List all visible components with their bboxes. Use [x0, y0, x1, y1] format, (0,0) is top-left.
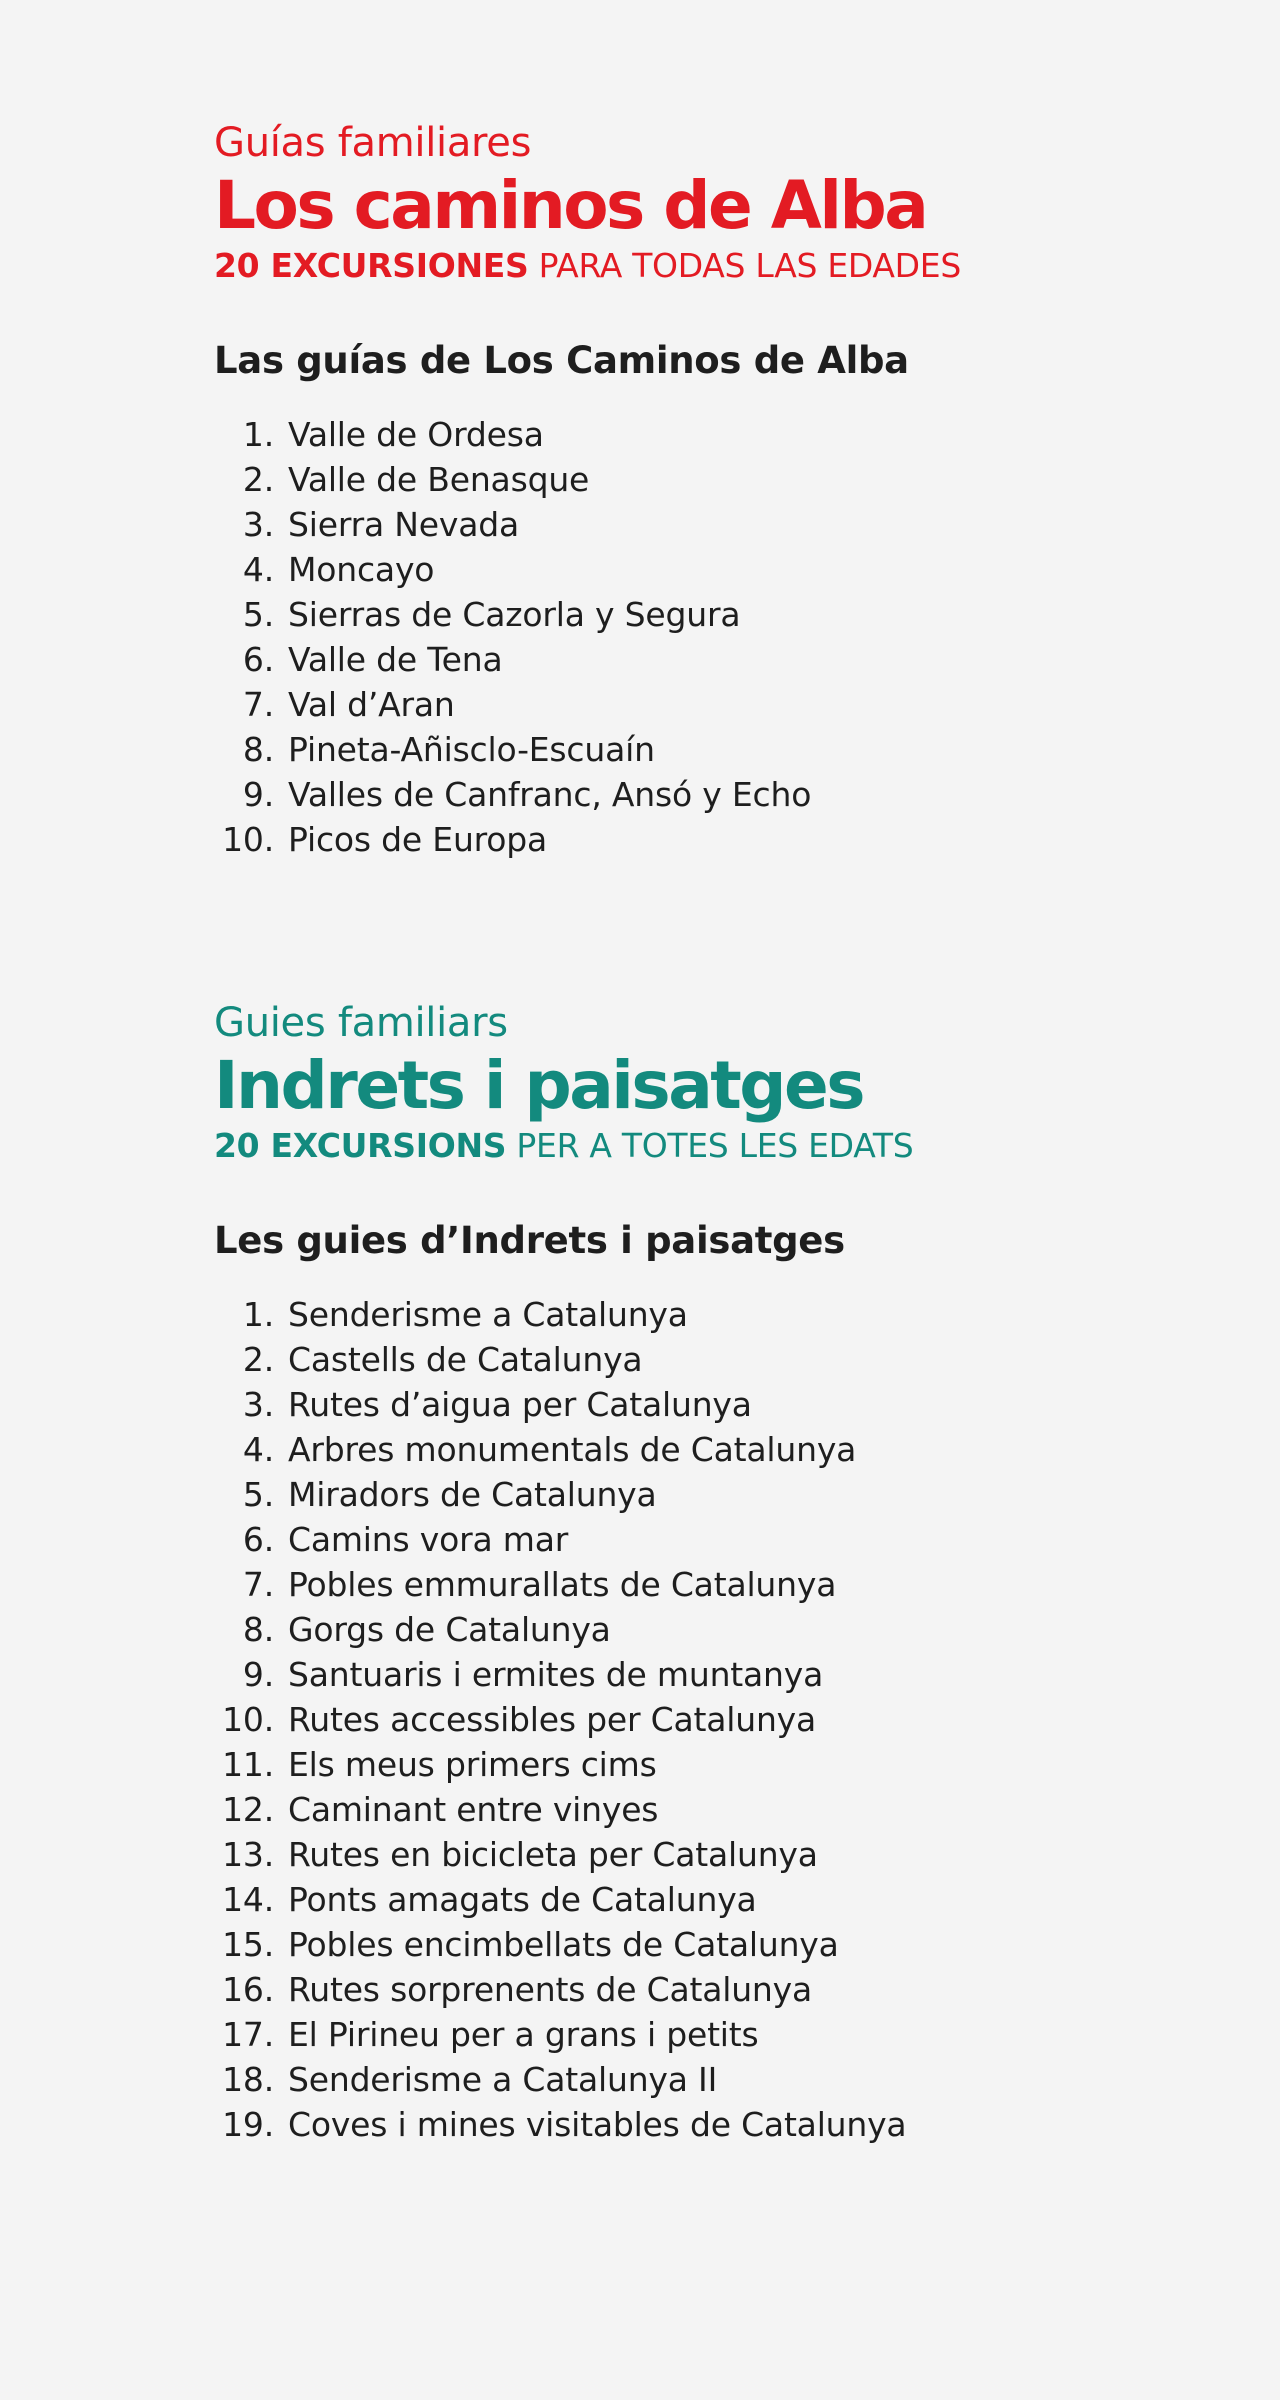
list-item-number: 4.: [242, 1430, 274, 1469]
list-item-number: 9.: [242, 775, 274, 814]
list-item: [214, 547, 1174, 592]
series-subtitle: [214, 244, 1174, 288]
list-item-number: 6.: [242, 640, 274, 679]
list-item-number: 3.: [242, 1385, 274, 1424]
list-item-title: Els meus primers cims: [288, 1745, 657, 1784]
list-item: [214, 1517, 1174, 1562]
list-item-title: Valle de Benasque: [288, 460, 590, 499]
list-item-title: Valle de Ordesa: [288, 415, 544, 454]
list-item-title: Camins vora mar: [288, 1520, 569, 1559]
list-item-number: 16.: [222, 1970, 274, 2009]
list-item-title: Rutes en bicicleta per Catalunya: [288, 1835, 818, 1874]
list-item-number: 8.: [242, 1610, 274, 1649]
list-item: [214, 2057, 1174, 2102]
list-item-title: Caminant entre vinyes: [288, 1790, 659, 1829]
list-item-title: Miradors de Catalunya: [288, 1475, 657, 1514]
list-item-title: Senderisme a Catalunya II: [288, 2060, 718, 2099]
list-item: [214, 1562, 1174, 1607]
list-item-title: Coves i mines visitables de Catalunya: [288, 2105, 907, 2144]
list-item-number: 14.: [222, 1880, 274, 1919]
list-item: [214, 1922, 1174, 1967]
guide-list: [214, 1292, 1174, 2147]
list-item: [214, 592, 1174, 637]
list-item-number: 4.: [242, 550, 274, 589]
list-item: [214, 637, 1174, 682]
list-item: [214, 1742, 1174, 1787]
list-item-number: 13.: [222, 1835, 274, 1874]
list-item: [214, 412, 1174, 457]
series-title: Indrets i paisatges: [214, 1047, 864, 1124]
list-item-number: 7.: [242, 1565, 274, 1604]
list-item: [214, 772, 1174, 817]
list-item-title: Santuaris i ermites de muntanya: [288, 1655, 824, 1694]
list-item-title: Val d’Aran: [288, 685, 455, 724]
list-item-number: 17.: [222, 2015, 274, 2054]
list-item-number: 9.: [242, 1655, 274, 1694]
list-item-title: Gorgs de Catalunya: [288, 1610, 611, 1649]
series-subtitle-rest: PER A TOTES LES EDATS: [506, 1126, 914, 1165]
list-item-title: Sierra Nevada: [288, 505, 519, 544]
list-item-title: Pobles emmurallats de Catalunya: [288, 1565, 837, 1604]
list-item-title: Pineta-Añisclo-Escuaín: [288, 730, 655, 769]
list-item-number: 2.: [242, 1340, 274, 1379]
list-item-title: Pobles encimbellats de Catalunya: [288, 1925, 839, 1964]
list-item: [214, 727, 1174, 772]
section-indrets-i-paisatges: [214, 998, 1174, 2147]
list-item-number: 6.: [242, 1520, 274, 1559]
list-item-number: 15.: [222, 1925, 274, 1964]
list-item: [214, 1607, 1174, 1652]
series-subtitle-bold: 20 EXCURSIONS: [214, 1126, 507, 1165]
list-item-title: Rutes sorprenents de Catalunya: [288, 1970, 812, 2009]
list-item-number: 7.: [242, 685, 274, 724]
list-item: [214, 2012, 1174, 2057]
list-item-title: Ponts amagats de Catalunya: [288, 1880, 757, 1919]
list-item-number: 1.: [242, 415, 274, 454]
series-subtitle: [214, 1124, 1174, 1168]
list-item-number: 3.: [242, 505, 274, 544]
list-heading: Les guies d’Indrets i paisatges: [214, 1219, 845, 1262]
series-label: Guies familiars: [214, 1000, 508, 1046]
list-item: [214, 682, 1174, 727]
list-item-title: Moncayo: [288, 550, 435, 589]
series-subtitle-rest: PARA TODAS LAS EDADES: [528, 246, 961, 285]
list-item-number: 5.: [242, 595, 274, 634]
list-item: [214, 1652, 1174, 1697]
list-item-title: Senderisme a Catalunya: [288, 1295, 688, 1334]
list-item: [214, 1337, 1174, 1382]
list-item-number: 5.: [242, 1475, 274, 1514]
list-item: [214, 1877, 1174, 1922]
list-item: [214, 1382, 1174, 1427]
list-item-title: Castells de Catalunya: [288, 1340, 643, 1379]
list-item-title: Picos de Europa: [288, 820, 548, 859]
list-item-number: 19.: [222, 2105, 274, 2144]
series-title: Los caminos de Alba: [214, 167, 927, 244]
list-item-title: Rutes d’aigua per Catalunya: [288, 1385, 752, 1424]
list-item: [214, 817, 1174, 862]
list-item: [214, 457, 1174, 502]
list-item-title: El Pirineu per a grans i petits: [288, 2015, 759, 2054]
list-item-title: Valle de Tena: [288, 640, 503, 679]
list-item-title: Rutes accessibles per Catalunya: [288, 1700, 817, 1739]
list-item-title: Sierras de Cazorla y Segura: [288, 595, 741, 634]
list-item-number: 8.: [242, 730, 274, 769]
guide-list: [214, 412, 1174, 862]
list-item-title: Valles de Canfranc, Ansó y Echo: [288, 775, 812, 814]
list-item: [214, 1427, 1174, 1472]
series-subtitle-bold: 20 EXCURSIONES: [214, 246, 529, 285]
list-item: [214, 1697, 1174, 1742]
list-item-number: 10.: [222, 820, 274, 859]
list-item-number: 10.: [222, 1700, 274, 1739]
list-heading: Las guías de Los Caminos de Alba: [214, 339, 909, 382]
list-item: [214, 1472, 1174, 1517]
list-item: [214, 1787, 1174, 1832]
list-item-title: Arbres monumentals de Catalunya: [288, 1430, 857, 1469]
list-item-number: 2.: [242, 460, 274, 499]
list-item-number: 11.: [222, 1745, 274, 1784]
list-item-number: 12.: [222, 1790, 274, 1829]
series-label: Guías familiares: [214, 120, 532, 166]
list-item: [214, 1967, 1174, 2012]
section-los-caminos-de-alba: [214, 118, 1174, 862]
list-item: [214, 1832, 1174, 1877]
list-item: [214, 502, 1174, 547]
list-item: [214, 2102, 1174, 2147]
list-item-number: 1.: [242, 1295, 274, 1334]
list-item-number: 18.: [222, 2060, 274, 2099]
list-item: [214, 1292, 1174, 1337]
